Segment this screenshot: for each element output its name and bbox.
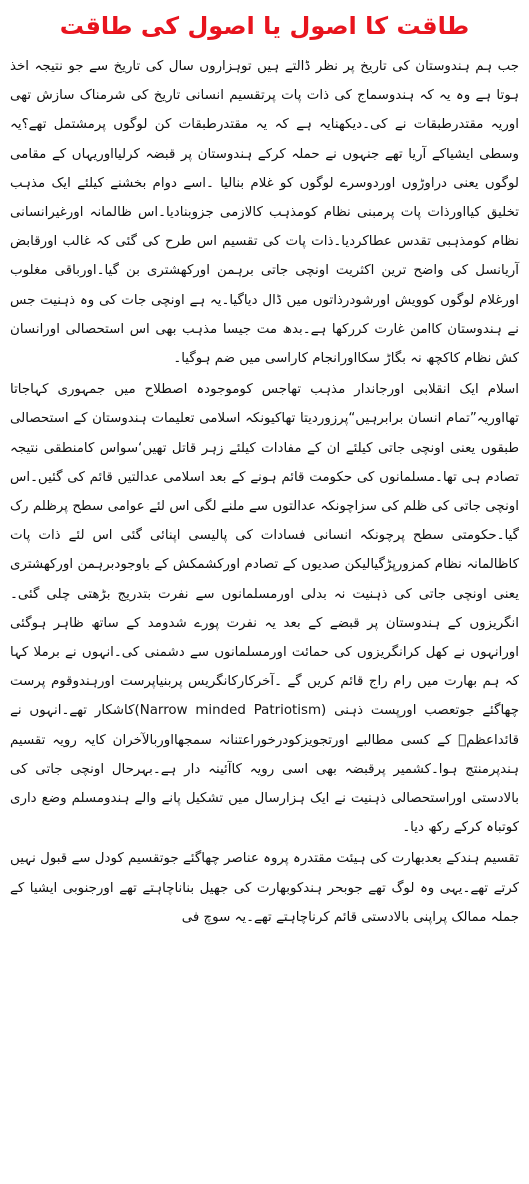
article-paragraph-2: اسلام ایک انقلابی اورجاندار مذہب تھاجس کوموجودہ اصطلاح میں جمہوری کہاجاتا تھااوریہ”تمام انسان برابرہیں“پرزوردیتا تھاکیونکہ اسلامی تعلیمات ہندوستان کے استحصالی طبقوں یعنی اونچی جاتی کیلئے ان کے مفادات کیلئے زہر قاتل تھیں‘سواس کامنطقی نتیجہ تصادم ہی تھا۔مسلمانوں کی حکومت قائم ہونے کے بعد اسلامی عدالتیں قائم کی گئیں۔اس اونچی جاتی کی ظلم کی سزاچونکہ عدالتوں سے ملنے لگی اس لئے عوامی سطح پرظلم رک گیا۔حکومتی سطح پرچونکہ انسانی فسادات کی پالیسی اپنائی گئی اس لئے ذات پات کاظالمانہ نظام کمزورپڑگیالیکن صدیوں کے تصادم اورکشمکش کے باوجودبرہمن اورکھشتری یعنی اونچی جاتی کی ذہنیت نہ بدلی اورمسلمانوں سے نفرت بتدریج بڑھتی چلی گئی۔انگریزوں کے ہندوستان پر قبضے کے بعد یہ نفرت پورے شدومد کے ساتھ ظاہر ہوگئی اورانہوں نے کھل کرانگریزوں کی حمائت اورمسلمانوں سے دشمنی کی۔انہوں نے برملا کہا کہ ہم بھارت میں رام راج قائم کریں گے ۔آخرکارکانگریس پربنیاپرست اورہندوقوم پرست چھاگئے جوتعصب اورپست ذہنی (Narrow minded Patriotism)کاشکار تھے۔انہوں نے قائداعظمؒ کے کسی مطالبے اورتجویزکودرخوراعتنانہ سمجھااوربالآخران کایہ رویہ تقسیم ہندپرمنتج ہوا۔کشمیر پرقبضہ بھی اسی رویہ کاآئینہ دار ہے۔بہرحال اونچی جاتی کی بالادستی اوراستحصالی ذہنیت نے ایک ہزارسال میں تشکیل پانے والے ہندومسلم وضع داری کوتباہ کرکے رکھ دیا۔ bbox=[10, 382, 519, 836]
article-paragraph-1: جب ہم ہندوستان کی تاریخ پر نظر ڈالتے ہیں توہزاروں سال کی تاریخ سے جو نتیجہ اخذ ہوتا ہے وہ یہ کہ ہندوسماج کی ذات پات پرتقسیم انسانی تاریخ کی شرمناک سازش تھی اوریہ مقتدرطبقات نے کی۔دیکھنایہ ہے کہ یہ مقتدرطبقات کن لوگوں پرمشتمل تھے؟یہ وسطی ایشیاکے آریا تھے جنہوں نے حملہ کرکے ہندوستان پر قبضہ کرلیااوریہاں کے مقامی لوگوں یعنی دراوڑوں اوردوسرے لوگوں کو غلام بنالیا ۔اسے دوام بخشنے کیلئے ایک مذہب تخلیق کیااورذات پات پرمبنی نظام کومذہب کالازمی جزوبنادیا۔اس ظالمانہ اورغیرانسانی نظام کومذہبی تقدس عطاکردیا۔ذات پات کی تقسیم اس طرح کی گئی کہ غالب اورقابض آریانسل کی واضح ترین اکثریت اونچی جاتی برہمن اورکھشتری بن گیا۔اورباقی مغلوب اورغلام لوگوں کوویش اورشودرذاتوں میں ڈال دیاگیا۔یہ ہے اونچی جات کی وہ ذہنیت جس نے ہندوستان کاامن غارت کررکھا ہے۔بدھ مت جیسا مذہب بھی اس استحصالی اورانسان کش نظام کاکچھ نہ بگاڑ سکااورانجام کاراسی میں ضم ہوگیا۔ bbox=[10, 59, 519, 367]
article-title: طاقت کا اصول یا اصول کی طاقت bbox=[59, 12, 470, 40]
article-paragraph-3: تقسیم ہندکے بعدبھارت کی ہیئت مقتدرہ پروہ عناصر چھاگئے جوتقسیم کودل سے قبول نہیں کرتے تھے۔یہی وہ لوگ تھے جوبحر ہندکوبھارت کی جھیل بناناچاہتے تھے اورجنوبی ایشیا کے جملہ ممالک پراپنی بالادستی قائم کرناچاہتے تھے۔یہ سوچ فی bbox=[10, 851, 519, 925]
